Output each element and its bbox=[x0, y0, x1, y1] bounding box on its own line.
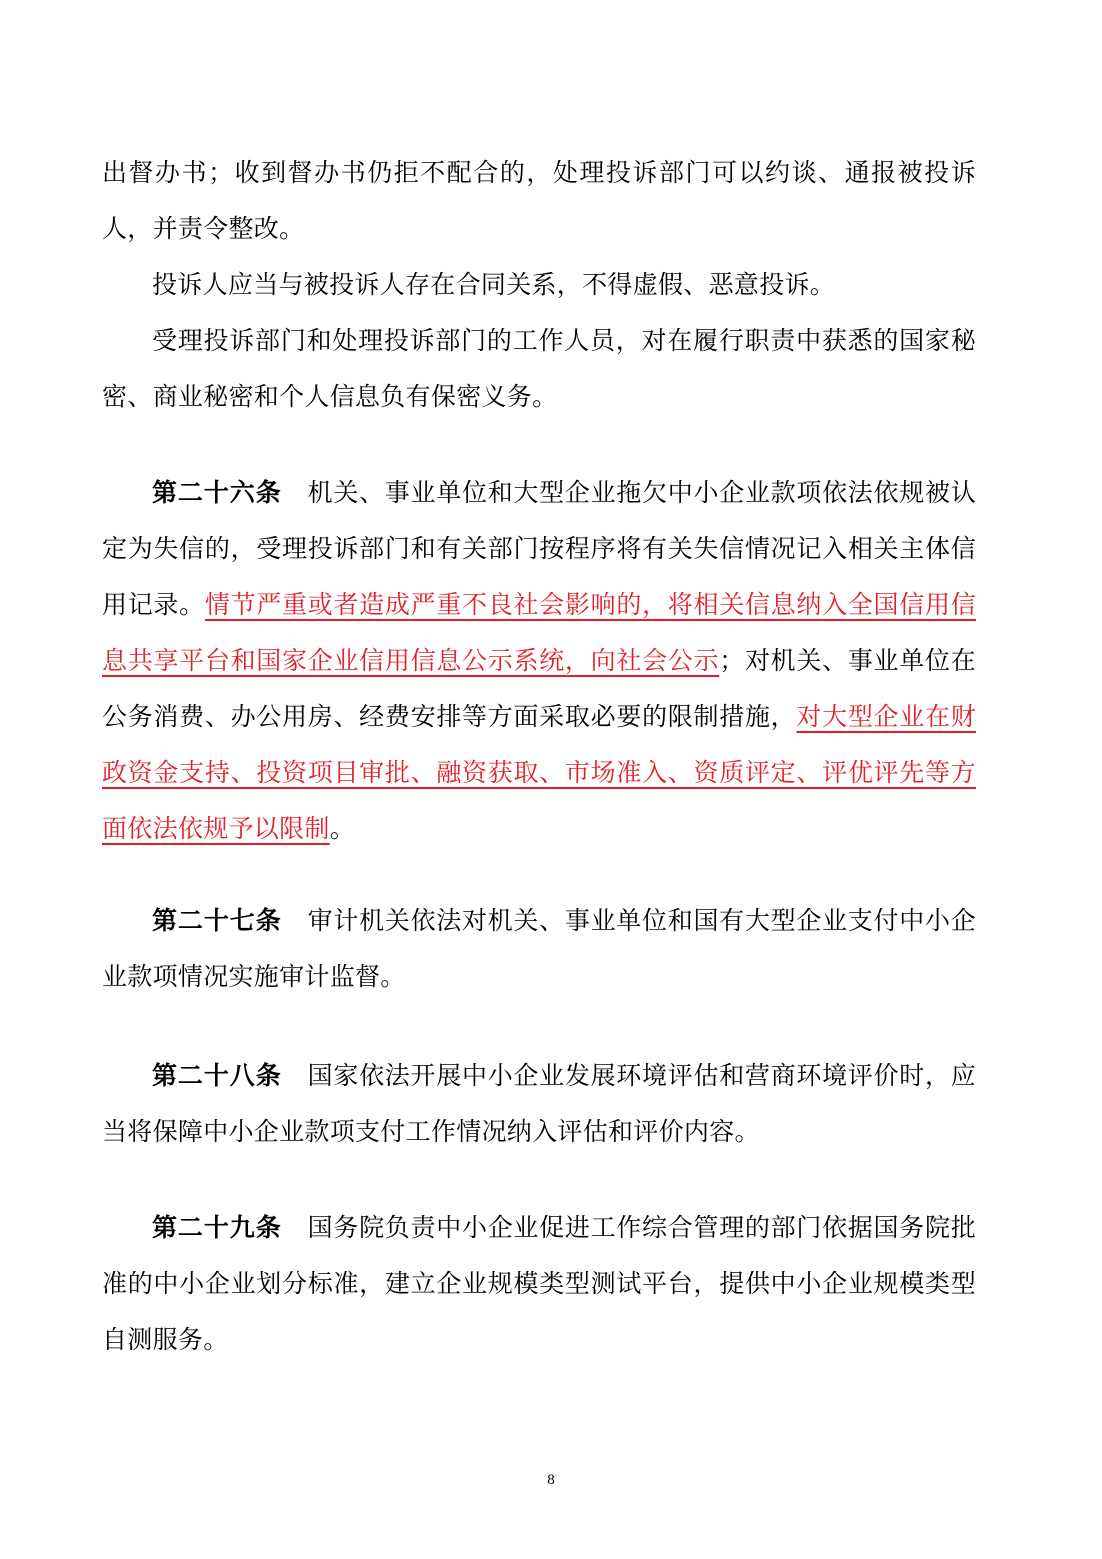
article-28-text: 国家依法开展中小企业发展环境评估和营商环境评价时，应当将保障中小企业款项支付工作情况纳入评估和评价内容。 bbox=[102, 1061, 976, 1146]
article-27-heading: 第二十七条 bbox=[152, 906, 282, 935]
paragraph-complainant: 投诉人应当与被投诉人存在合同关系，不得虚假、恶意投诉。 bbox=[152, 270, 836, 299]
article-26-text-1: 机关、事业单位和大型企业拖欠中小企业款项依法依规被认定为失信的，受理投诉部门和有关部门按程序将有关失信情况记入相关主体信用记录。 bbox=[102, 478, 976, 619]
article-29-heading: 第二十九条 bbox=[152, 1213, 282, 1242]
paragraph-confidentiality: 受理投诉部门和处理投诉部门的工作人员，对在履行职责中获悉的国家秘密、商业秘密和个人信息负有保密义务。 bbox=[102, 326, 976, 411]
article-26 bbox=[102, 465, 976, 857]
article-26-highlight-1: 情节严重或者造成严重不良社会影响的，将相关信息纳入全国信用信息共享平台和国家企业信用信息公示系统，向社会公示 bbox=[102, 590, 976, 675]
article-26-highlight-2: 对大型企业在财政资金支持、投资项目审批、融资获取、市场准入、资质评定、评优评先等方面依法依规予以限制 bbox=[102, 702, 976, 843]
page-number: 8 bbox=[547, 1472, 555, 1488]
article-26-text-2: ；对机关、事业单位在公务消费、办公用房、经费安排等方面采取必要的限制措施， bbox=[102, 646, 976, 731]
article-28-heading: 第二十八条 bbox=[152, 1061, 282, 1090]
article-26-text-3: 。 bbox=[329, 814, 356, 843]
paragraph-supervision: 出督办书；收到督办书仍拒不配合的，处理投诉部门可以约谈、通报被投诉人，并责令整改。 bbox=[102, 158, 976, 243]
article-28 bbox=[102, 1048, 976, 1160]
article-29 bbox=[102, 1200, 976, 1368]
article-27 bbox=[102, 893, 976, 1005]
article-26-heading: 第二十六条 bbox=[152, 478, 282, 507]
article-29-text: 国务院负责中小企业促进工作综合管理的部门依据国务院批准的中小企业划分标准，建立企业规模类型测试平台，提供中小企业规模类型自测服务。 bbox=[102, 1213, 976, 1354]
article-27-text: 审计机关依法对机关、事业单位和国有大型企业支付中小企业款项情况实施审计监督。 bbox=[102, 906, 976, 991]
